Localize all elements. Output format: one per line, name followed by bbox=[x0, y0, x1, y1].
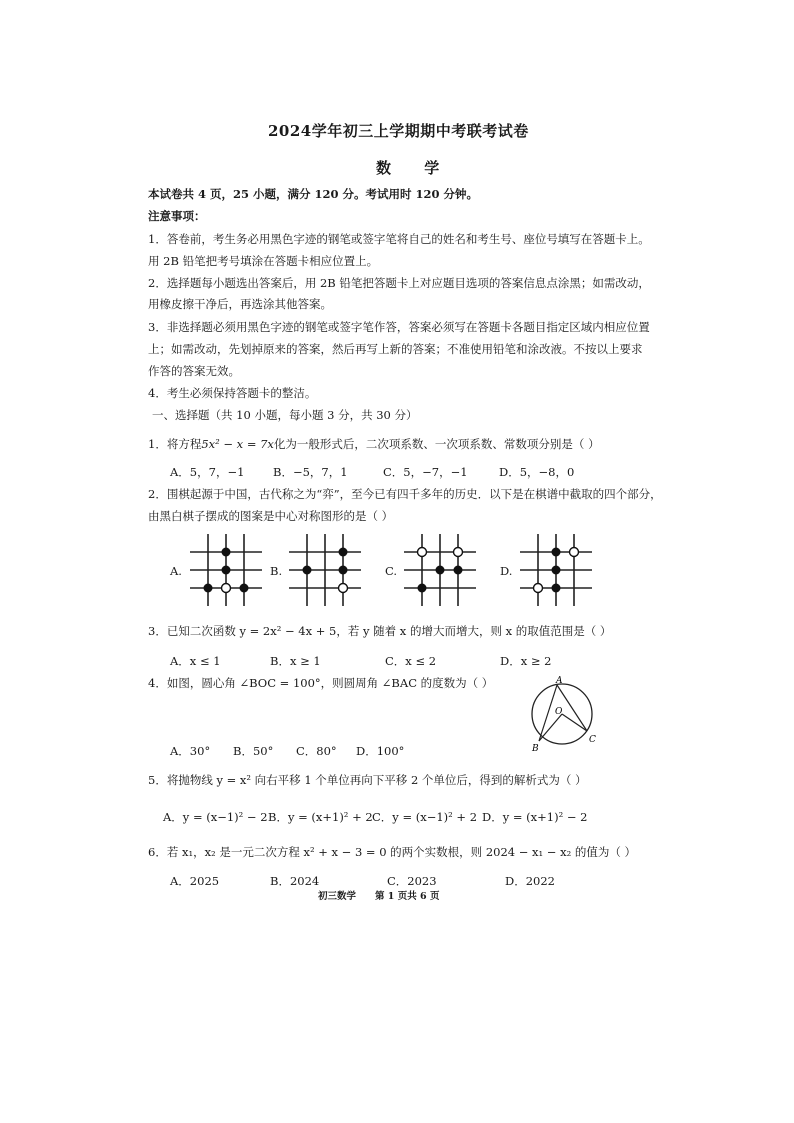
q6-option-b: B．2024 bbox=[270, 874, 320, 888]
q3-option-c: C．x ≤ 2 bbox=[385, 654, 437, 668]
q4-option-b: B．50° bbox=[233, 744, 274, 758]
notice-line-1: 1．答卷前，考生务必用黑色字迹的钢笔或签字笔将自己的姓名和考生号、座位号填写在答题卡上。 bbox=[148, 232, 650, 246]
q6-option-c: C．2023 bbox=[387, 874, 437, 888]
notice-line-4: 用橡皮擦干净后，再选涂其他答案。 bbox=[148, 297, 332, 311]
footer-subject: 初三数学 bbox=[318, 891, 357, 902]
page-title: 2024学年初三上学期期中考联考试卷 bbox=[268, 122, 529, 140]
section-heading: 一、选择题（共 10 小题，每小题 3 分，共 30 分） bbox=[152, 408, 418, 422]
q2-label-b: B. bbox=[270, 564, 283, 578]
q2-label-c: C. bbox=[385, 564, 398, 578]
q6-option-d: D．2022 bbox=[505, 874, 555, 888]
footer-page-number: 第 1 页共 6 页 bbox=[375, 891, 440, 902]
figure-label-c: C bbox=[589, 735, 596, 745]
q1-option-c: C．5，−7，−1 bbox=[383, 465, 468, 479]
q5-option-b: B．y = (x+1)² + 2 bbox=[268, 810, 373, 824]
go-board-a bbox=[186, 532, 266, 608]
q1-option-a: A．5，7，−1 bbox=[170, 465, 245, 479]
q3-option-a: A．x ≤ 1 bbox=[170, 654, 221, 668]
exam-summary: 本试卷共 4 页，25 小题，满分 120 分。考试用时 120 分钟。 bbox=[148, 187, 479, 201]
q3-option-d: D．x ≥ 2 bbox=[500, 654, 552, 668]
q2-label-d: D. bbox=[500, 564, 513, 578]
question-5: 5．将抛物线 y = x² 向右平移 1 个单位再向下平移 2 个单位后，得到的解析式为（ ） bbox=[148, 773, 587, 787]
notice-line-6: 上；如需改动，先划掉原来的答案，然后再写上新的答案；不准使用铅笔和涂改液。不按以上要求 bbox=[148, 342, 643, 356]
q1-suffix: 化为一般形式后，二次项系数、一次项系数、常数项分别是（ ） bbox=[273, 437, 600, 451]
question-2-line-1: 2．围棋起源于中国，古代称之为“弈”，至今已有四千多年的历史．以下是在棋谱中截取的四个部分， bbox=[148, 487, 662, 501]
go-board-c bbox=[400, 532, 480, 608]
q3-option-b: B．x ≥ 1 bbox=[270, 654, 321, 668]
notice-line-8: 4．考生必须保持答题卡的整洁。 bbox=[148, 386, 317, 400]
notice-title: 注意事项： bbox=[148, 209, 206, 223]
q1-equation: 5x² − x = 7x bbox=[201, 437, 274, 451]
notice-line-7: 作答的答案无效。 bbox=[148, 364, 240, 378]
q5-option-a: A．y = (x−1)² − 2 bbox=[163, 810, 268, 824]
q6-option-a: A．2025 bbox=[170, 874, 220, 888]
notice-line-3: 2．选择题每小题选出答案后，用 2B 铅笔把答题卡上对应题目选项的答案信息点涂黑；如需改动， bbox=[148, 276, 650, 290]
question-1 bbox=[148, 437, 600, 452]
notice-line-5: 3．非选择题必须用黑色字迹的钢笔或签字笔作答，答案必须写在答题卡各题目指定区域内相应位置 bbox=[148, 320, 650, 334]
q2-label-a: A. bbox=[170, 564, 182, 578]
go-board-d bbox=[516, 532, 596, 608]
q5-option-c: C．y = (x−1)² + 2 bbox=[372, 810, 478, 824]
question-6: 6．若 x₁，x₂ 是一元二次方程 x² + x − 3 = 0 的两个实数根，则 2024 − x₁ − x₂ 的值为（ ） bbox=[148, 845, 637, 859]
question-4: 4．如图，圆心角 ∠BOC = 100°，则圆周角 ∠BAC 的度数为（ ） bbox=[148, 676, 494, 690]
q4-option-c: C．80° bbox=[296, 744, 337, 758]
figure-label-a: A bbox=[556, 676, 563, 686]
q4-option-a: A．30° bbox=[170, 744, 211, 758]
go-board-b bbox=[285, 532, 365, 608]
q1-option-b: B．−5，7，1 bbox=[273, 465, 348, 479]
q4-circle-figure bbox=[522, 676, 604, 756]
q1-option-d: D．5，−8，0 bbox=[499, 465, 575, 479]
q4-option-d: D．100° bbox=[356, 744, 405, 758]
q5-option-d: D．y = (x+1)² − 2 bbox=[482, 810, 588, 824]
figure-label-o: O bbox=[555, 707, 563, 717]
notice-line-2: 用 2B 铅笔把考号填涂在答题卡相应位置上。 bbox=[148, 254, 379, 268]
q1-prefix: 1．将方程 bbox=[148, 437, 202, 451]
subject-title: 数 学 bbox=[376, 159, 454, 177]
question-3: 3．已知二次函数 y = 2x² − 4x + 5，若 y 随着 x 的增大而增大，则 x 的取值范围是（ ） bbox=[148, 624, 612, 638]
question-2-line-2: 由黑白棋子摆成的图案是中心对称图形的是（ ） bbox=[148, 509, 394, 523]
figure-label-b: B bbox=[532, 744, 539, 754]
